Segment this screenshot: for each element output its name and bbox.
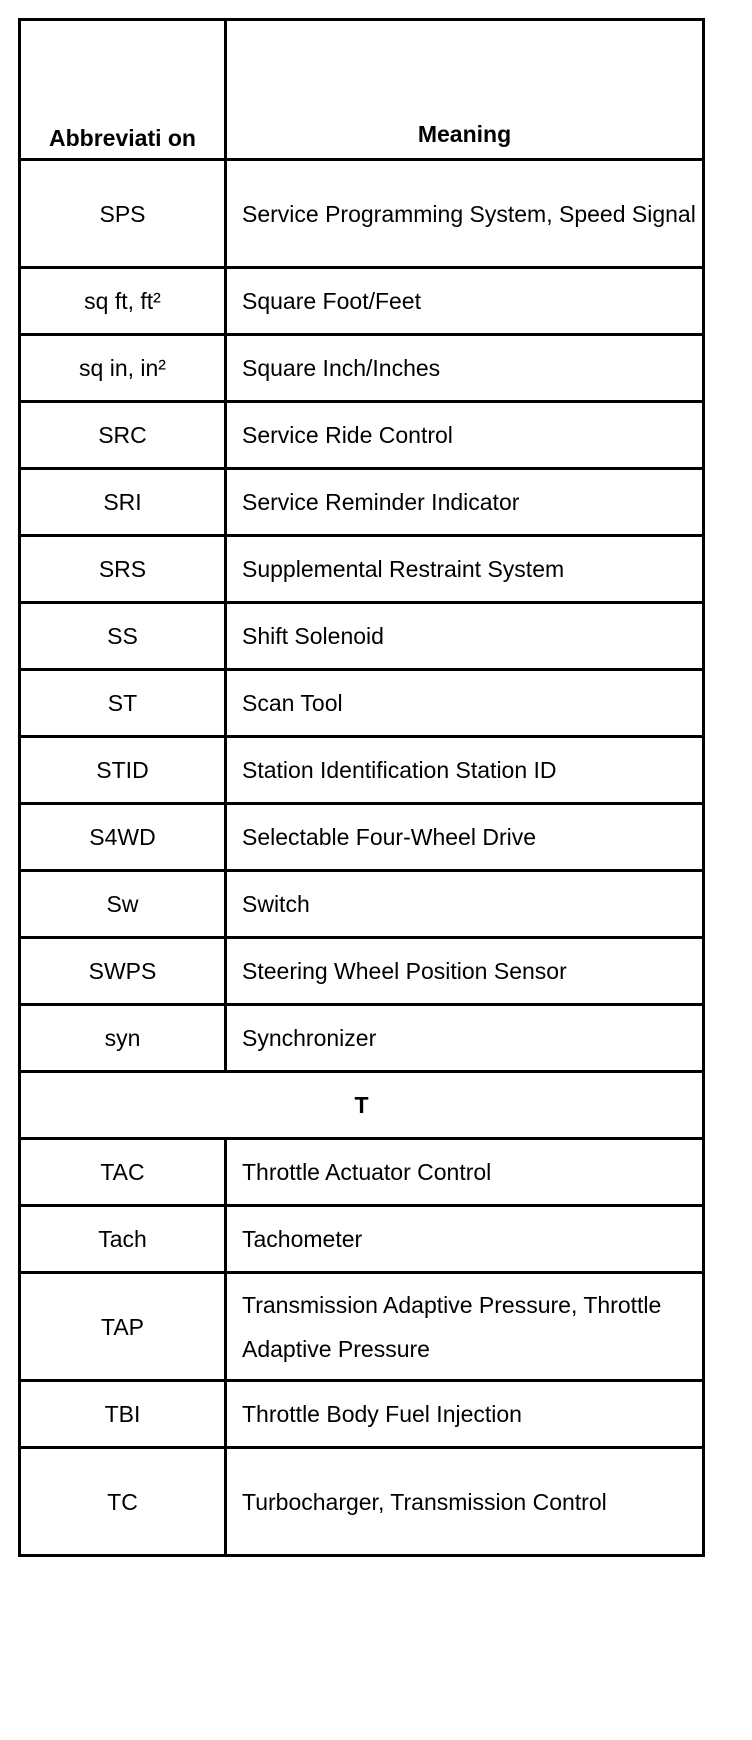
meaning-cell: Transmission Adaptive Pressure, Throttle Adaptive Pressure — [226, 1273, 704, 1381]
abbr-cell: SPS — [20, 160, 226, 268]
header-abbreviation — [20, 20, 226, 160]
abbr-cell: TAP — [20, 1273, 226, 1381]
table-row — [20, 670, 704, 737]
table-row — [20, 1273, 704, 1381]
table-row — [20, 1448, 704, 1556]
meaning-cell: Throttle Actuator Control — [226, 1139, 704, 1206]
meaning-cell: Square Foot/Feet — [226, 268, 704, 335]
table-row — [20, 335, 704, 402]
meaning-cell: Service Programming System, Speed Signal — [226, 160, 704, 268]
meaning-cell: Throttle Body Fuel Injection — [226, 1381, 704, 1448]
meaning-cell: Scan Tool — [226, 670, 704, 737]
table-row — [20, 603, 704, 670]
abbr-cell: sq in, in² — [20, 335, 226, 402]
table-row — [20, 1206, 704, 1273]
abbr-cell: sq ft, ft² — [20, 268, 226, 335]
meaning-cell: Steering Wheel Position Sensor — [226, 938, 704, 1005]
meaning-cell: Tachometer — [226, 1206, 704, 1273]
abbr-cell: TAC — [20, 1139, 226, 1206]
abbr-cell: ST — [20, 670, 226, 737]
header-meaning: Meaning — [226, 20, 704, 160]
table-row — [20, 1139, 704, 1206]
table-row — [20, 268, 704, 335]
abbr-cell: STID — [20, 737, 226, 804]
abbr-cell: TC — [20, 1448, 226, 1556]
meaning-cell: Service Ride Control — [226, 402, 704, 469]
meaning-cell: Synchronizer — [226, 1005, 704, 1072]
table-row — [20, 804, 704, 871]
table-row — [20, 871, 704, 938]
abbr-cell: syn — [20, 1005, 226, 1072]
meaning-cell: Turbocharger, Transmission Control — [226, 1448, 704, 1556]
table-row — [20, 402, 704, 469]
abbr-cell: SRS — [20, 536, 226, 603]
meaning-cell: Switch — [226, 871, 704, 938]
table-row — [20, 1005, 704, 1072]
header-abbreviation-text: Abbreviati on — [49, 125, 196, 151]
table-row — [20, 536, 704, 603]
meaning-cell: Supplemental Restraint System — [226, 536, 704, 603]
table-row — [20, 737, 704, 804]
table-header-row — [20, 20, 704, 160]
abbr-cell: SWPS — [20, 938, 226, 1005]
meaning-cell: Selectable Four-Wheel Drive — [226, 804, 704, 871]
table-row — [20, 469, 704, 536]
abbr-cell: SRC — [20, 402, 226, 469]
abbr-cell: Sw — [20, 871, 226, 938]
table-row — [20, 160, 704, 268]
section-row-t — [20, 1072, 704, 1139]
table-row — [20, 938, 704, 1005]
section-heading-t: T — [20, 1072, 704, 1139]
abbr-cell: SS — [20, 603, 226, 670]
meaning-cell: Square Inch/Inches — [226, 335, 704, 402]
abbr-cell: Tach — [20, 1206, 226, 1273]
meaning-cell: Service Reminder Indicator — [226, 469, 704, 536]
table-row — [20, 1381, 704, 1448]
abbr-cell: S4WD — [20, 804, 226, 871]
abbr-cell: SRI — [20, 469, 226, 536]
meaning-cell: Shift Solenoid — [226, 603, 704, 670]
meaning-cell: Station Identification Station ID — [226, 737, 704, 804]
abbr-cell: TBI — [20, 1381, 226, 1448]
abbreviation-table — [18, 18, 705, 1557]
